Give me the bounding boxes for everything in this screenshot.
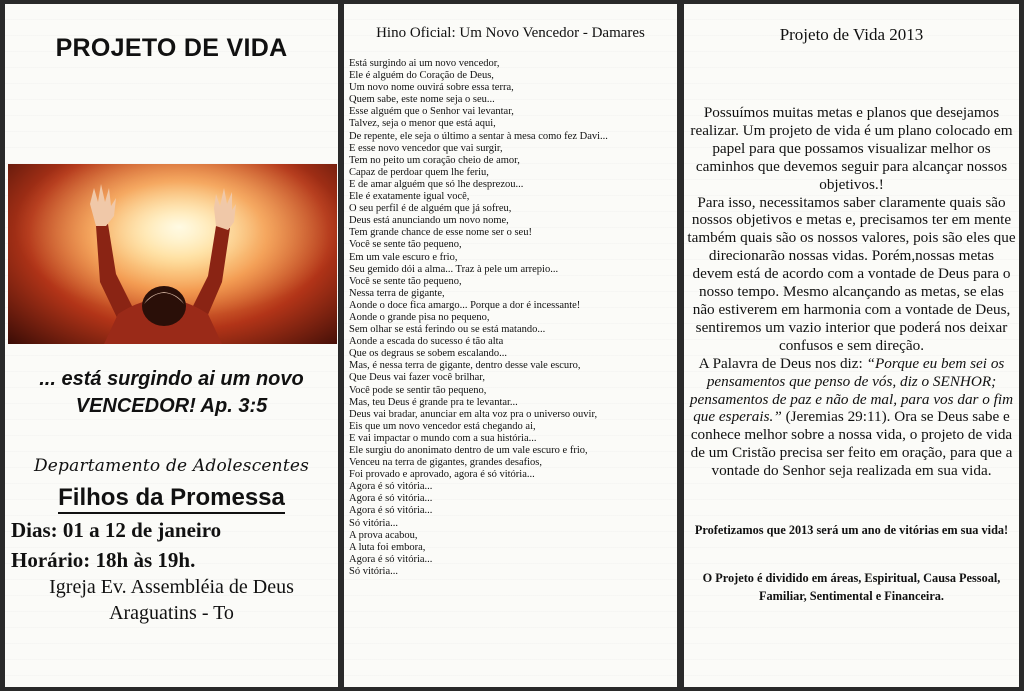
prophecy-statement: Profetizamos que 2013 será um ano de vitórias em sua vida! (694, 523, 1009, 537)
lyric-line: Tem grande chance de esse nome ser o seu! (349, 227, 532, 239)
lyric-line: Esse alguém que o Senhor vai levantar, (349, 106, 514, 118)
lyric-line: A luta foi embora, (349, 541, 426, 553)
paragraph-1: Possuímos muitas metas e planos que desejamos realizar. Um projeto de vida é um plano colocado em papel para que possamos visualizar melhor os caminhos que devemos seguir para alcançar nossos objetivos.! (690, 104, 1013, 193)
lyric-line: Só vitória... (349, 565, 398, 577)
lyric-line: Tem no peito um coração cheio de amor, (349, 154, 520, 166)
lyric-line: Venceu na terra de gigantes, grandes desafios, (349, 457, 543, 469)
flyer-title: PROJETO DE VIDA (55, 34, 288, 62)
project-areas: O Projeto é dividido em áreas, Espiritual, Causa Pessoal, Familiar, Sentimental e Financeira. (702, 571, 1001, 603)
lyric-line: Em um vale escuro e frio, (349, 251, 458, 263)
event-dates: Dias: 01 a 12 de janeiro (11, 518, 222, 542)
lyric-line: Que os degraus se sobem escalando... (349, 348, 508, 360)
lyric-line: Mas, é nessa terra de gigante, dentro desse vale escuro, (349, 360, 581, 372)
verse-line-1: ... está surgindo ai um novo (39, 368, 304, 390)
department-name: Departamento de Adolescentes (33, 456, 310, 476)
paragraph-3-rest: Ora se Deus sabe e conhece melhor sobre a nossa vida, o projeto de vida de um Cristão precisa ser feito em oração, para que a vontade do Senhor seja realizada em sua vida. (690, 408, 1013, 480)
lyric-line: Quem sabe, este nome seja o seu... (349, 94, 495, 106)
verse-text (5, 366, 338, 420)
group-name (5, 484, 338, 512)
lyric-line: Que Deus vai fazer você brilhar, (349, 372, 486, 384)
lyric-line: Um novo nome ouvirá sobre essa terra, (349, 82, 514, 94)
worship-photo (8, 164, 337, 344)
verse-line-2: VENCEDOR! Ap. 3:5 (75, 395, 268, 417)
lyric-line: E esse novo vencedor que vai surgir, (349, 142, 503, 154)
paragraph-2: Para isso, necessitamos saber claramente quais são nossos objetivos e metas e, precisamos ter em mente também quais são os nossos valores, pois são eles que direcionarão nossas vidas. Porém,nossas metas devem está de acordo com a vontade de Deus para o nosso tempo. Mesmo alcançando as metas, se elas não estiverem em harmonia com a vontade de Deus, sentiremos um vazio interior que poderá nos deixar confusos e sem direção. (687, 193, 1016, 354)
lyric-line: Ele é exatamente igual você, (349, 191, 470, 203)
paragraph-3 (687, 355, 1016, 480)
bible-quote: “Porque eu bem sei os pensamentos que penso de vós, diz o SENHOR; pensamentos de paz e não de mal, para vos dar o fim que esperais.” (689, 354, 1014, 426)
hymn-panel (344, 4, 677, 687)
flyer-cover-panel (5, 4, 338, 687)
church-name: Igreja Ev. Assembléia de Deus (49, 576, 294, 598)
lyric-line: Ele surgiu do anonimato dentro de um vale escuro e frio, (349, 445, 588, 456)
lyric-line: Ele é alguém do Coração de Deus, (349, 70, 494, 82)
lyric-line: Está surgindo ai um novo vencedor, (349, 58, 500, 69)
lyric-line: Foi provado e aprovado, agora é só vitória... (349, 469, 535, 481)
lyric-line: E de amar alguém que só lhe desprezou... (349, 178, 524, 190)
lyric-line: Aonde o grande pisa no pequeno, (349, 311, 490, 323)
lyric-line: Mas, teu Deus é grande pra te levantar... (349, 396, 518, 408)
project-title: Projeto de Vida 2013 (779, 25, 924, 44)
lyric-line: Você se sente tão pequeno, (349, 239, 462, 251)
lyric-line: Agora é só vitória... (349, 553, 433, 565)
lyric-line: Só vitória... (349, 517, 398, 529)
person-raising-hands-illustration (8, 164, 337, 344)
project-body (687, 104, 1016, 480)
life-project-panel (684, 4, 1019, 687)
lyric-line: O seu perfil é de alguém que já sofreu, (349, 203, 512, 215)
lyric-line: Agora é só vitória... (349, 481, 433, 493)
lyric-line: Deus vai bradar, anunciar em alta voz pra o universo ouvir, (349, 408, 598, 420)
lyric-line: Aonde a escada do sucesso é tão alta (349, 336, 504, 348)
paragraph-3-intro: A Palavra de Deus nos diz: (698, 354, 867, 372)
lyric-line: A prova acabou, (349, 529, 418, 541)
lyric-line: Seu gemido dói a alma... Traz à pele um arrepio... (349, 263, 559, 275)
lyric-line: Capaz de perdoar quem lhe feriu, (349, 166, 489, 178)
hymn-lyrics (349, 58, 674, 578)
lyric-line: Você pode se sentir tão pequeno, (349, 384, 487, 396)
lyric-line: De repente, ele seja o último a sentar à mesa como fez Davi... (349, 130, 608, 142)
lyric-line: Aonde o doce fica amargo... Porque a dor é incessante! (349, 299, 581, 311)
lyric-line: Deus está anunciando um novo nome, (349, 215, 509, 227)
church-city: Araguatins - To (109, 602, 234, 624)
lyric-line: Nessa terra de gigante, (349, 287, 445, 299)
lyric-line: Agora é só vitória... (349, 493, 433, 505)
lyric-line: Sem olhar se está ferindo ou se está matando... (349, 324, 546, 336)
bible-reference: (Jeremias 29:11). (781, 408, 891, 426)
hymn-title: Hino Oficial: Um Novo Vencedor - Damares (376, 25, 645, 41)
lyric-line: Eis que um novo vencedor está chegando ai, (349, 420, 536, 432)
event-time: Horário: 18h às 19h. (11, 548, 196, 572)
lyric-line: Você se sente tão pequeno, (349, 275, 462, 287)
lyric-line: Talvez, seja o menor que está aqui, (349, 118, 496, 130)
lyric-line: E vai impactar o mundo com a sua história... (349, 432, 537, 444)
lyric-line: Agora é só vitória... (349, 505, 433, 517)
group-name-text: Filhos da Promessa (58, 484, 285, 514)
